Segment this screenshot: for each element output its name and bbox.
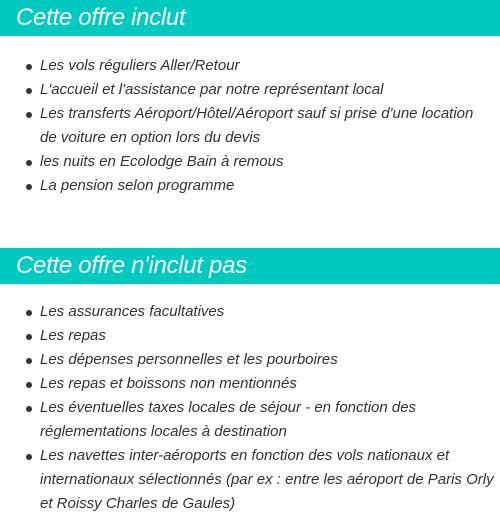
list-item-text: Les repas (40, 327, 106, 344)
bullet-icon (26, 454, 32, 460)
list-item (0, 396, 500, 444)
bullet-icon (26, 310, 32, 316)
list-item (0, 348, 500, 372)
bullet-icon (26, 88, 32, 94)
list-item-text: L'accueil et l'assistance par notre représentant local (40, 81, 384, 98)
excludes-list (0, 300, 500, 516)
list-item (0, 150, 500, 174)
bullet-icon (26, 334, 32, 340)
bullet-icon (26, 64, 32, 70)
bullet-icon (26, 358, 32, 364)
list-item (0, 78, 500, 102)
includes-section-title: Cette offre inclut (0, 0, 500, 36)
list-item-text: Les repas et boissons non mentionnés (40, 375, 297, 392)
list-item-text: La pension selon programme (40, 177, 235, 194)
list-item-text: Les dépenses personnelles et les pourboires (40, 351, 338, 368)
list-item-text: Les assurances facultatives (40, 303, 225, 320)
bullet-icon (26, 382, 32, 388)
list-item (0, 300, 500, 324)
bullet-icon (26, 406, 32, 412)
list-item-text: les nuits en Ecolodge Bain à remous (40, 153, 284, 170)
list-item (0, 324, 500, 348)
list-item-text: Les vols réguliers Aller/Retour (40, 57, 240, 74)
list-item (0, 102, 500, 150)
list-item (0, 372, 500, 396)
list-item (0, 54, 500, 78)
list-item (0, 174, 500, 198)
bullet-icon (26, 160, 32, 166)
bullet-icon (26, 184, 32, 190)
list-item-text: Les transferts Aéroport/Hôtel/Aéroport sauf si prise d'une location de voiture en option lors du devis (40, 105, 474, 146)
excludes-section-title: Cette offre n'inclut pas (0, 248, 500, 284)
includes-list (0, 54, 500, 198)
bullet-icon (26, 112, 32, 118)
list-item-text: Les éventuelles taxes locales de séjour - en fonction des réglementations locales à destination (40, 399, 417, 440)
list-item (0, 444, 500, 516)
list-item-text: Les navettes inter-aéroports en fonction des vols nationaux et internationaux sélectionnés (par ex : entre les aéroport de Paris Orly et Roissy Charles de Gaules) (40, 447, 494, 512)
